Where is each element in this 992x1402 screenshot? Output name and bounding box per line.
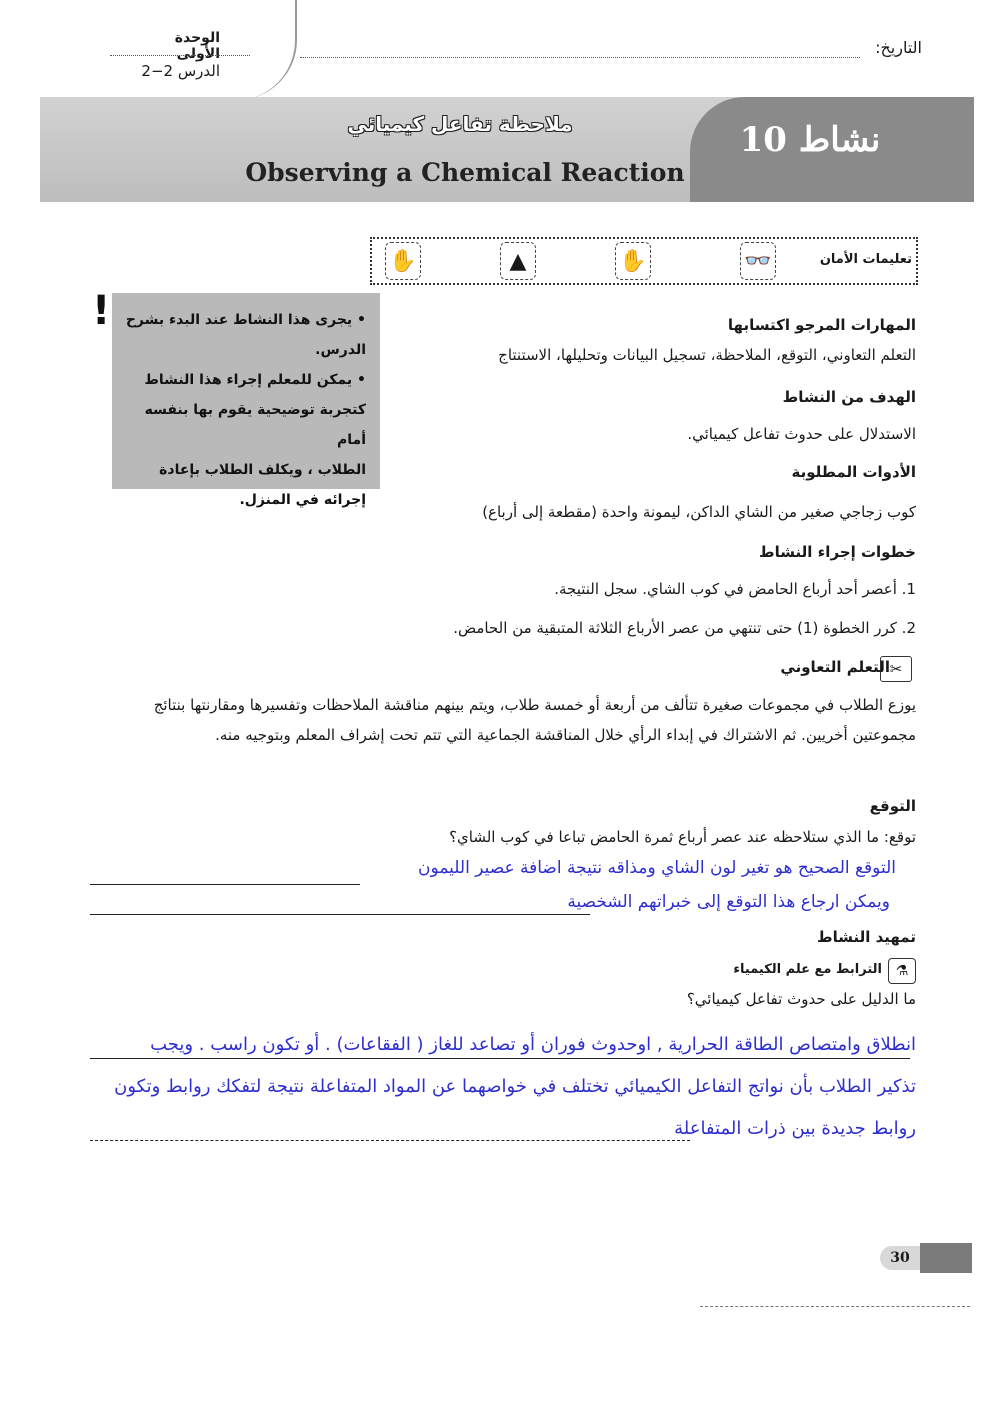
teacher-note-line: إجرائه في المنزل. xyxy=(239,492,366,508)
goal-heading: الهدف من النشاط xyxy=(782,388,916,406)
chemistry-link-label: الترابط مع علم الكيمياء xyxy=(733,962,882,977)
intro-answer-1[interactable]: انطلاق وامتصاص الطاقة الحرارية , اوحدوث فوران أو تصاعد للغاز ( الفقاعات) . أو تكون راسب . ويجب xyxy=(150,1034,916,1055)
date-field-line[interactable] xyxy=(300,57,860,58)
unit-divider xyxy=(110,55,250,56)
unit-label: الوحدة الأولى xyxy=(174,30,220,62)
intro-answer-3[interactable]: روابط جديدة بين ذرات المتفاعلة xyxy=(674,1118,916,1139)
prediction-answer-2[interactable]: ويمكن ارجاع هذا التوقع إلى خبراتهم الشخصية xyxy=(567,892,890,912)
tools-heading: الأدوات المطلوبة xyxy=(791,463,916,481)
answer-line xyxy=(90,1058,910,1059)
steps-heading: خطوات إجراء النشاط xyxy=(759,543,916,561)
apron-icon: ▲ xyxy=(500,242,536,280)
intro-answer-2[interactable]: تذكير الطلاب بأن نواتج التفاعل الكيميائي تختلف في خواصهما عن المواد المتفاعلة نتيجة لتفكك روابط وتكون xyxy=(114,1076,916,1097)
intro-question: ما الدليل على حدوث تفاعل كيميائي؟ xyxy=(686,990,916,1008)
tools-text: كوب زجاجي صغير من الشاي الداكن، ليمونة واحدة (مقطعة إلى أرباع) xyxy=(482,503,916,521)
cooperative-text: يوزع الطلاب في مجموعات صغيرة تتألف من أربعة أو خمسة طلاب، ويتم بينهم مناقشة الملاحظات وتفسيرها ومقارنتها بنتائج مجموعتين أخريين. ثم الاشتراك في إبداء الرأي خلال المناقشة الجماعية التي تتم تحت إشراف المعلم وبتوجيه منه. xyxy=(153,696,916,744)
page-number: 30 xyxy=(880,1246,920,1270)
cooperative-heading: التعلم التعاوني xyxy=(780,658,890,676)
prediction-question: توقع: ما الذي ستلاحظه عند عصر أرباع ثمرة الحامض تباعا في كوب الشاي؟ xyxy=(449,828,916,846)
prediction-heading: التوقع xyxy=(869,797,916,815)
activity-number: نشاط 10 xyxy=(739,120,881,160)
teacher-note-line: الدرس. xyxy=(315,342,366,358)
cooperative-learning-icon: ✂ xyxy=(880,656,912,682)
intro-heading: تمهيد النشاط xyxy=(817,928,916,946)
skills-heading: المهارات المرجو اكتسابها xyxy=(727,316,916,334)
title-english: Observing a Chemical Reaction xyxy=(245,158,685,187)
exclamation-icon: ! xyxy=(92,288,111,334)
prediction-answer-1[interactable]: التوقع الصحيح هو تغير لون الشاي ومذاقه نتيجة اضافة عصير الليمون xyxy=(418,858,896,878)
goal-text: الاستدلال على حدوث تفاعل كيميائي. xyxy=(687,425,916,443)
safety-label: تعليمات الأمان xyxy=(819,252,912,267)
teacher-note xyxy=(112,293,380,508)
step-1: 1. أعصر أحد أرباع الحامض في كوب الشاي. سجل النتيجة. xyxy=(554,580,916,598)
answer-line xyxy=(90,884,360,885)
teacher-note-line: • يمكن للمعلم إجراء هذا النشاط xyxy=(144,372,366,388)
chemical-hand-icon: ✋ xyxy=(615,242,651,280)
teacher-note-line: الطلاب ، ويكلف الطلاب بإعادة xyxy=(159,462,366,478)
goggles-icon: 👓 xyxy=(740,242,776,280)
chemistry-link-icon: ⚗ xyxy=(888,958,916,984)
gloves-icon: ✋ xyxy=(385,242,421,280)
decorative-arc xyxy=(225,0,297,100)
answer-line xyxy=(90,1140,690,1141)
teacher-note-line: • يجرى هذا النشاط عند البدء بشرح xyxy=(125,312,366,328)
answer-line xyxy=(90,914,590,915)
teacher-note-line: كتجربة توضيحية يقوم بها بنفسه أمام xyxy=(144,402,366,448)
footer-rule xyxy=(700,1306,970,1307)
title-arabic: ملاحظة تفاعل كيميائي xyxy=(347,112,573,136)
step-2: 2. كرر الخطوة (1) حتى تنتهي من عصر الأرباع الثلاثة المتبقية من الحامض. xyxy=(453,619,916,637)
page-tab xyxy=(920,1243,972,1273)
skills-text: التعلم التعاوني، التوقع، الملاحظة، تسجيل البيانات وتحليلها، الاستنتاج xyxy=(498,346,916,364)
lesson-label: الدرس 2−2 xyxy=(141,62,220,80)
date-label: التاريخ: xyxy=(875,38,922,57)
